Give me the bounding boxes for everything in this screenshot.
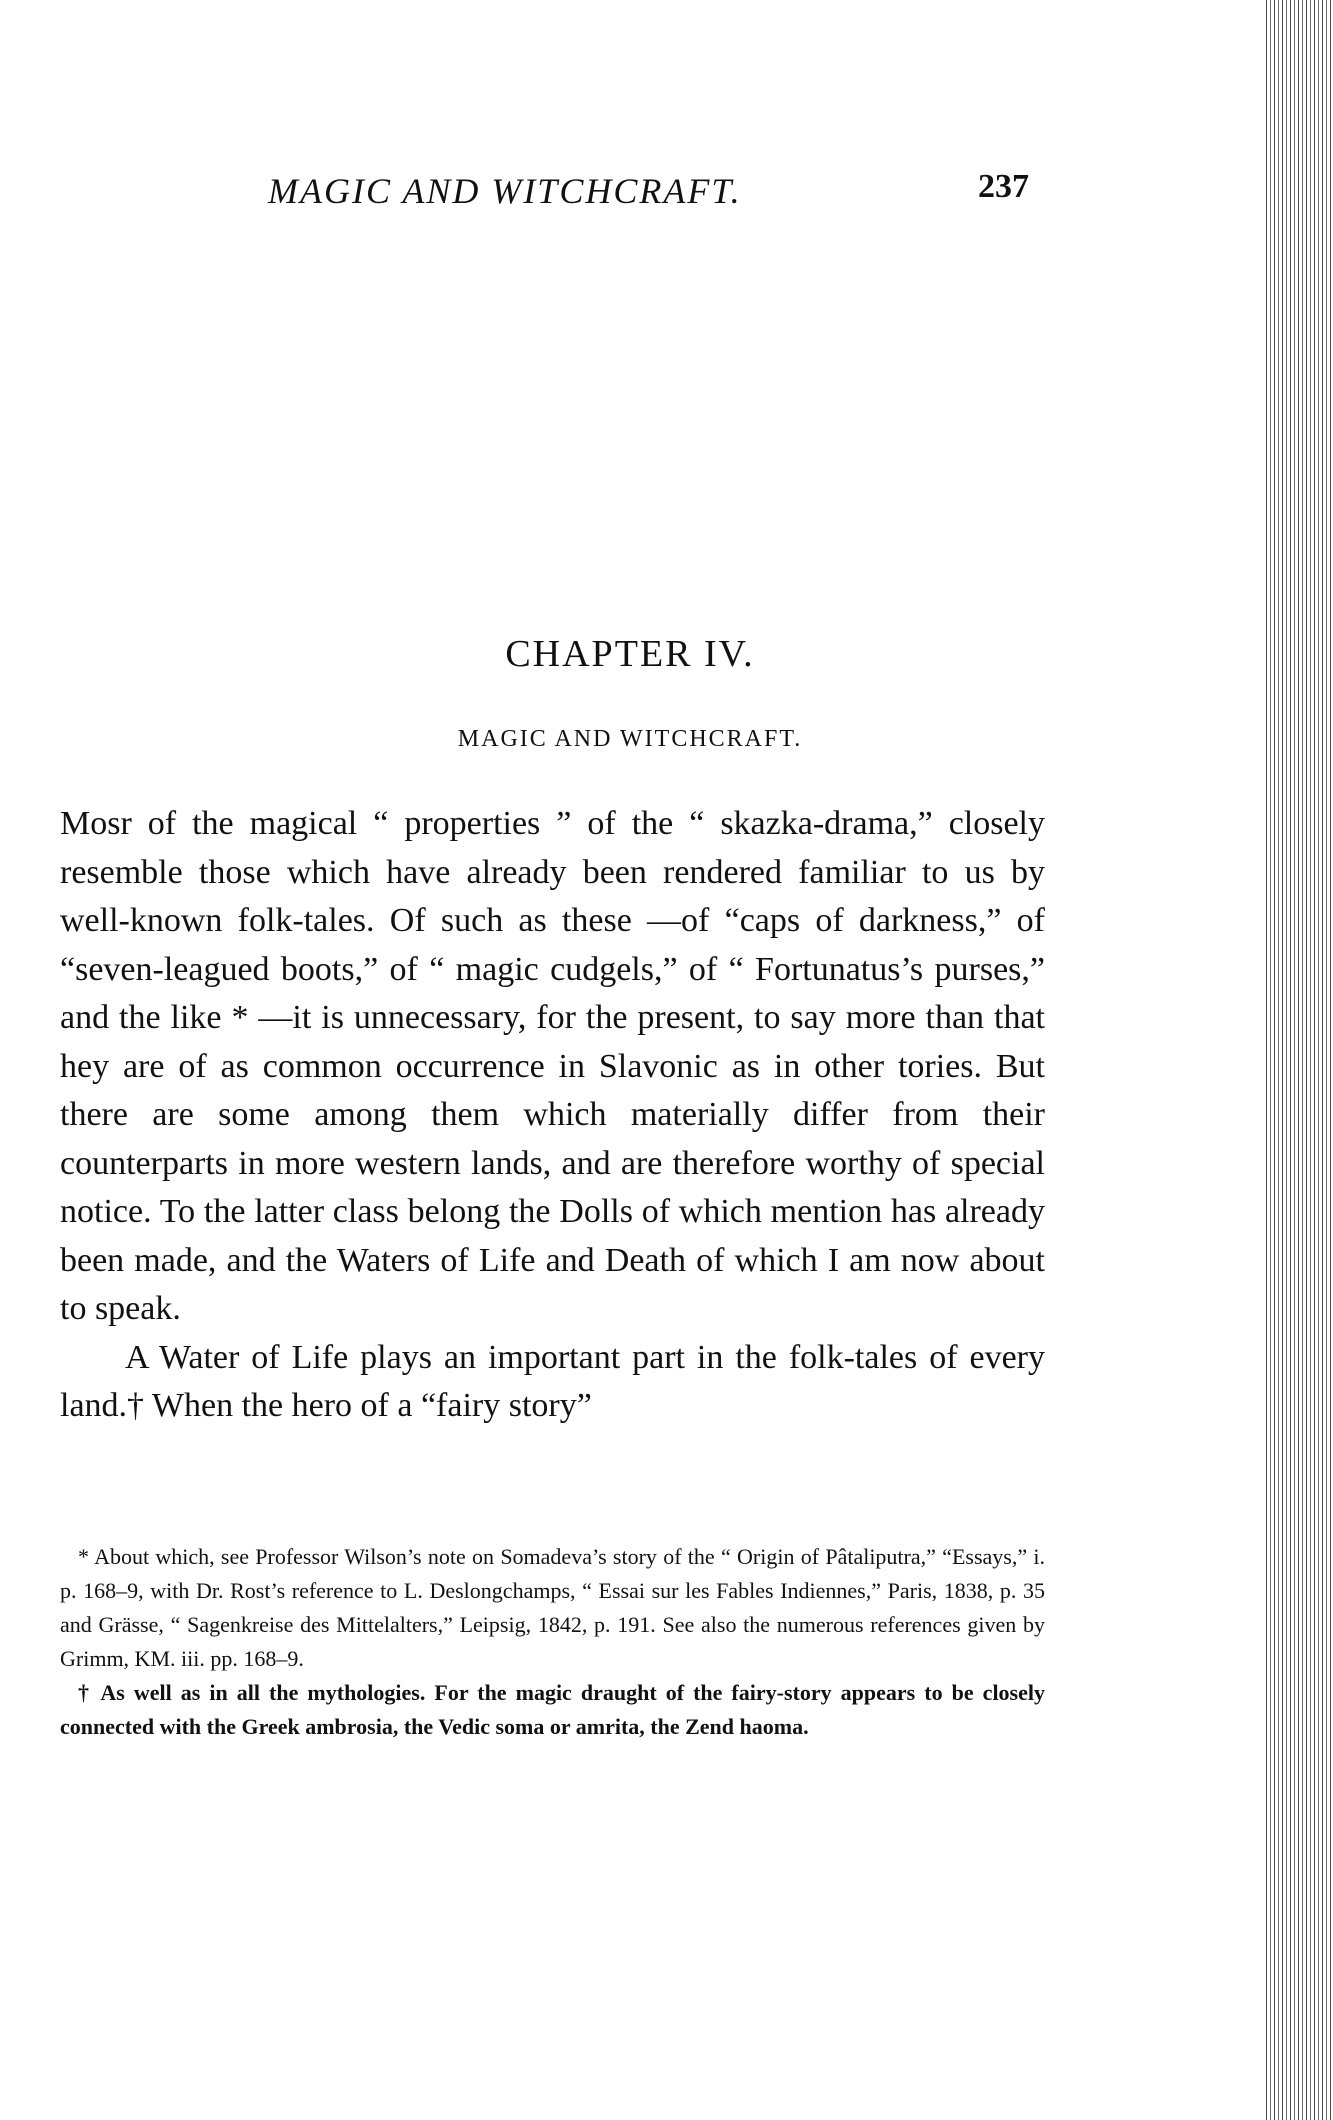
body-paragraph-2: A Water of Life plays an important part in the folk-tales of every land.† When the hero of a “fairy story” — [60, 1338, 1045, 1424]
footnotes — [60, 1540, 1045, 1744]
footnote-1: * About which, see Professor Wilson’s note on Somadeva’s story of the “ Origin of Pâtaliputra,” “Essays,” i. p. 168–9, with Dr. Rost’s reference to L. Deslongchamps, “ Essai sur les Fables Indiennes,” Paris, 1838, p. 35 and Grässe, “ Sagenkreise des Mittelalters,” Leipsig, 1842, p. 191. See also the numerous references given by Grimm, KM. iii. pp. 168–9. — [60, 1544, 1045, 1671]
running-head: MAGIC AND WITCHCRAFT. — [268, 171, 742, 211]
chapter-title: CHAPTER IV. — [505, 633, 755, 675]
footnote-2: † As well as in all the mythologies. For the magic draught of the fairy-story appears to be closely connected with the Greek ambrosia, the Vedic soma or amrita, the Zend haoma. — [60, 1680, 1045, 1739]
body-paragraph-1: Mosr of the magical “ properties ” of the “ skazka-drama,” closely resemble those which have already been rendered familiar to us by well-known folk-tales. Of such as these —of “caps of darkness,” of “seven-leagued boots,” of “ magic cudgels,” of “ Fortunatus’s purses,” and the like * —it is unnecessary, for the present, to say more than that hey are of as common occurrence in Slavonic as in other tories. But there are some among them which materially differ from their counterparts in more western lands, and are therefore worthy of special notice. To the latter class belong the Dolls of which mention has already been made, and the Waters of Life and Death of which I am now about to speak. — [60, 805, 1045, 1327]
page-number: 237 — [978, 168, 1029, 205]
body-text — [60, 800, 1045, 1431]
page-edge-shadow — [1263, 0, 1333, 2120]
chapter-subtitle: MAGIC AND WITCHCRAFT. — [457, 726, 803, 752]
